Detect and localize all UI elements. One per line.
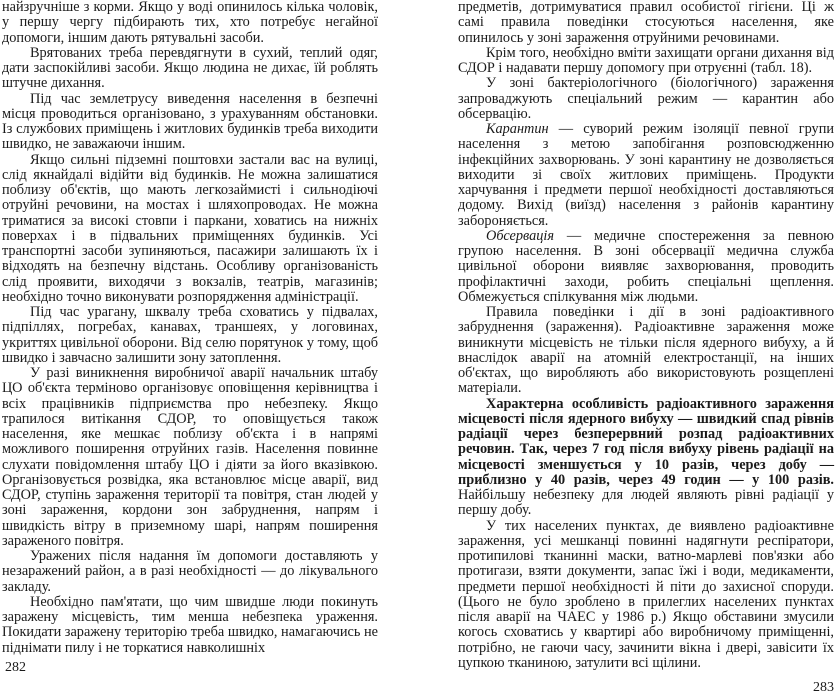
left-paragraph-3: Під час землетрусу виведення населення в безпечні місця проводиться організовано, з урахуванням обстановки. Із службових приміщень і житлових будинків треба виходити швидко, не заважаючи іншим. [2,90,378,153]
page-number-left: 282 [5,660,26,675]
radiation-decay-rest: Найбільшу небезпеку для людей являють рівні радіації у першу добу. [458,487,834,519]
quarantine-definition: — суворий режим ізоляції певної групи населення з метою запобігання розповсюдженню інфекційних захворювань. У зоні карантину не дозволяється виходити зі своїх житлових приміщень. Продукти харчування і предмети першої необхідності доставляються додому. Вихід (виїзд) населення з районів карантину забороняється. [458,121,834,229]
left-paragraph-1: найзручніше з корми. Якщо у воді опинилось кілька чоловік, у першу чергу підбирають тих, хто потребує негайної допомоги, іншим дають рятувальні засоби. [2,0,378,46]
left-paragraph-8: Необхідно пам'ятати, що чим швидше люди покинуть заражену місцевість, тим менша небезпека ураження. Покидати заражену територію треба швидко, намагаючись не піднімати пилу і не торкатися навколишніх [2,593,378,656]
left-page [2,0,378,656]
left-paragraph-4: Якщо сильні підземні поштовхи застали вас на вулиці, слід якнайдалі відійти від будинків. Не можна залишатися поблизу об'єктів, що мають легкозаймисті і сильнодіючі отруйні речовини, на мостах і шляхопроводах. Не можна триматися за високі стовпи і паркани, ховатись на нижніх поверхах і в підвальних приміщеннях будинків. Усі транспортні засоби зупиняються, пасажири залишають їх і відходять на безпечну відстань. Особливу організованість слід проявити, виходячи з вокзалів, театрів, магазинів; необхідно точно виконувати розпорядження адміністрації. [2,151,378,305]
left-paragraph-6: У разі виникнення виробничої аварії начальник штабу ЦО об'єкта терміново організовує оповіщення керівництва і всіх працівників підприємства про небезпеку. Якщо трапилося витікання СДОР, то оповіщується також населення, яке мешкає поблизу об'єкта і в напрямі можливого поширення отруйних газів. Населення повинне слухати повідомлення штабу ЦО і діяти за його вказівкою. Організовується розвідка, яка встановлює місце аварії, вид СДОР, ступінь зараження території та повітря, стан людей у зоні зараження, кордони зон забруднення, напрям і швидкість вітру в приземному шарі, напрям поширення зараженого повітря. [2,365,378,549]
observation-definition: — медичне спостереження за певною групою населення. В зоні обсервації медична служба цивільної оборони виявляє захворювання, проводить профілактичні заходи, робить спеціальні щеплення. Обмежується спілкування між людьми. [458,227,834,305]
radiation-decay-bold: Характерна особливість радіоактивного зараження місцевості після ядерного вибуху — швидкий спад рівнів радіації через безперервний розпад радіоактивних речовин. Так, через 7 год після вибуху рівень радіації на місцевості зменшується у 10 разів, через добу — приблизно у 40 разів, через 49 годин — у 100 разів. [458,395,834,488]
left-paragraph-7: Уражених після надання їм допомоги доставляють у незаражений район, а в разі необхідності — до лікувального закладу. [2,548,378,595]
right-paragraph-observation [458,229,834,305]
right-paragraph-6: Правила поведінки і дії в зоні радіоактивного забруднення (зараження). Радіоактивне зараження може виникнути місцевість не тільки після ядерного вибуху, а й внаслідок аварії на атомній електростанції, на інших об'єктах, що виробляють або використовують розщеплені матеріали. [458,304,834,397]
page-number-right: 283 [813,680,834,695]
right-paragraph-7 [458,397,834,519]
right-paragraph-8: У тих населених пунктах, де виявлено радіоактивне зараження, усі мешканці повинні надягнути респіратори, протипилові тканинні маски, ватно-марлеві пов'язки або протигази, взяти документи, запас їжі і води, медикаменти, предмети першої необхідності й піти до захисної споруди. (Цього не було зроблено в прилеглих населених пунктах після аварії на ЧАЕС у 1986 р.) Якщо обставини змусили когось сховатись у квартирі або виробничому приміщенні, потрібно, не гаючи часу, зачинити вікна і двері, завісити їх цупкою тканиною, затулити всі щілини. [458,517,834,671]
right-paragraph-1: предметів, дотримуватися правил особистої гігієни. Ці ж самі правила поведінки стосуються населення, яке опинилось у зоні зараження отруйними речовинами. [458,0,834,46]
right-paragraph-3: У зоні бактеріологічного (біологічного) зараження запроваджують спеціальний режим — карантин або обсервацію. [458,75,834,122]
observation-term: Обсервація [486,227,555,244]
left-paragraph-5: Під час урагану, шквалу треба сховатись у підвалах, підпіллях, погребах, канавах, траншеях, у логовинах, укриттях цивільної оборони. Від селю порятунок у тому, щоб швидко і завчасно залишити зону затоплення. [2,304,378,366]
quarantine-term: Карантин [486,121,549,137]
right-paragraph-2: Крім того, необхідно вміти захищати органи дихання від СДОР і надавати першу допомогу при отруєнні (табл. 18). [458,44,834,76]
left-paragraph-2: Врятованих треба перевдягнути в сухий, теплий одяг, дати заспокійливі засоби. Якщо людина не дихає, їй роблять штучне дихання. [2,44,378,92]
right-page [458,0,834,671]
right-paragraph-quarantine [458,122,834,229]
